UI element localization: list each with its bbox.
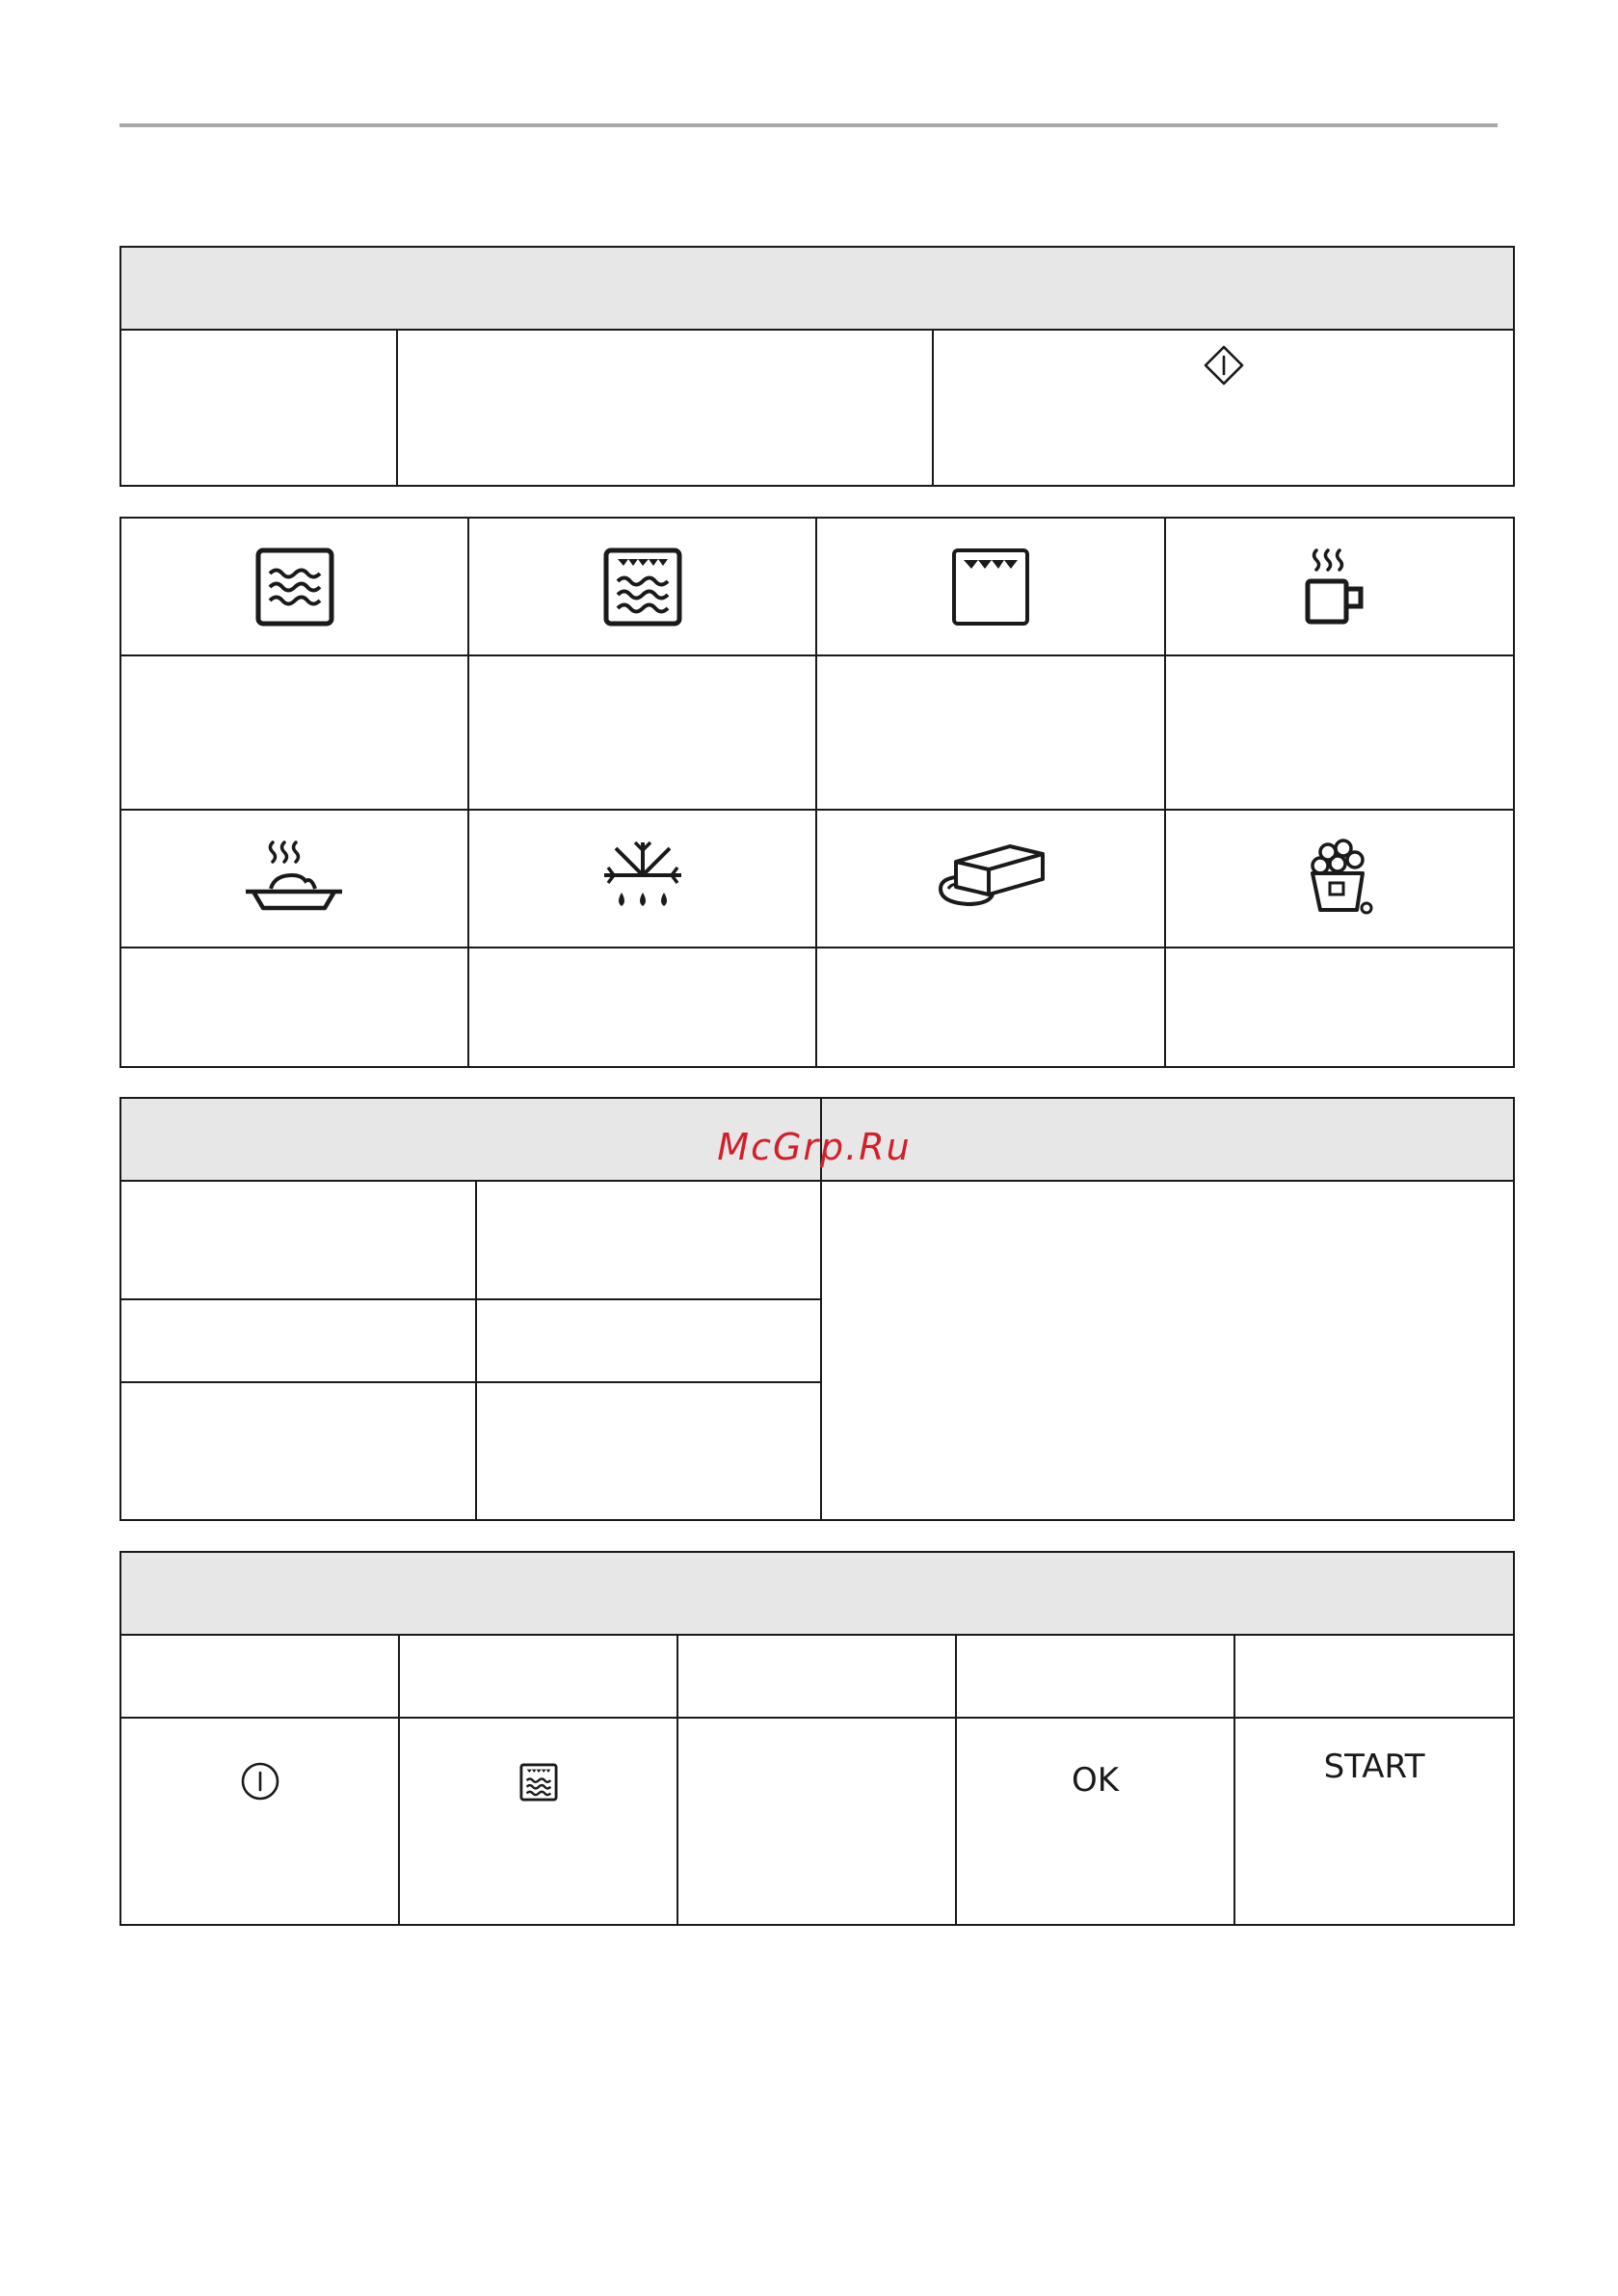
function-cell: [1165, 518, 1514, 655]
grill-icon: [817, 547, 1164, 627]
start-table-cell: [120, 330, 397, 486]
functions-table: [119, 517, 1515, 1068]
start-table-header: [120, 247, 1514, 330]
function-desc-cell: [1165, 948, 1514, 1067]
control-panel-cell: [399, 1635, 677, 1718]
function-desc-cell: [120, 948, 468, 1067]
start-table: [119, 246, 1515, 487]
defrost-icon: [469, 839, 815, 920]
function-cell: [120, 518, 468, 655]
microwave-icon: [121, 547, 467, 627]
header-rule: [119, 123, 1498, 127]
microwave-icon: [400, 1719, 676, 1802]
settings-table-cell: [821, 1181, 1514, 1520]
ok-button-label: OK: [1071, 1761, 1120, 1800]
microwave-grill-icon: [469, 547, 815, 627]
settings-table-cell: [120, 1382, 476, 1520]
butter-melt-icon: [817, 839, 1164, 920]
power-icon: [121, 1719, 398, 1802]
control-panel-cell: [677, 1718, 956, 1925]
settings-table-cell: [476, 1382, 821, 1520]
function-desc-cell: [468, 655, 816, 810]
function-cell: [1165, 810, 1514, 948]
control-panel-table: [119, 1551, 1515, 1926]
control-panel-cell: [120, 1635, 399, 1718]
popcorn-icon: [1166, 839, 1513, 920]
settings-table-cell: [476, 1181, 821, 1299]
watermark: McGrp.Ru: [717, 1126, 912, 1168]
start-diamond-icon: [934, 331, 1513, 387]
function-cell: [468, 518, 816, 655]
function-desc-cell: [1165, 655, 1514, 810]
settings-table-cell: [476, 1299, 821, 1382]
beverage-icon: [1166, 547, 1513, 627]
control-panel-header: [120, 1552, 1514, 1635]
control-panel-cell: [120, 1718, 399, 1925]
start-table-cell: [933, 330, 1514, 486]
control-panel-cell: [1234, 1718, 1514, 1925]
settings-table-cell: [120, 1299, 476, 1382]
reheat-dish-icon: [121, 839, 467, 920]
function-cell: [816, 810, 1165, 948]
control-panel-cell: [399, 1718, 677, 1925]
control-panel-cell: [677, 1635, 956, 1718]
function-desc-cell: [468, 948, 816, 1067]
function-desc-cell: [816, 655, 1165, 810]
function-cell: [816, 518, 1165, 655]
function-cell: [468, 810, 816, 948]
function-desc-cell: [120, 655, 468, 810]
control-panel-cell: [1234, 1635, 1514, 1718]
start-button-label: START: [1323, 1748, 1425, 1786]
function-cell: [120, 810, 468, 948]
function-desc-cell: [816, 948, 1165, 1067]
control-panel-cell: [956, 1635, 1234, 1718]
settings-table-cell: [120, 1181, 476, 1299]
control-panel-cell: [956, 1718, 1234, 1925]
start-table-cell: [397, 330, 933, 486]
